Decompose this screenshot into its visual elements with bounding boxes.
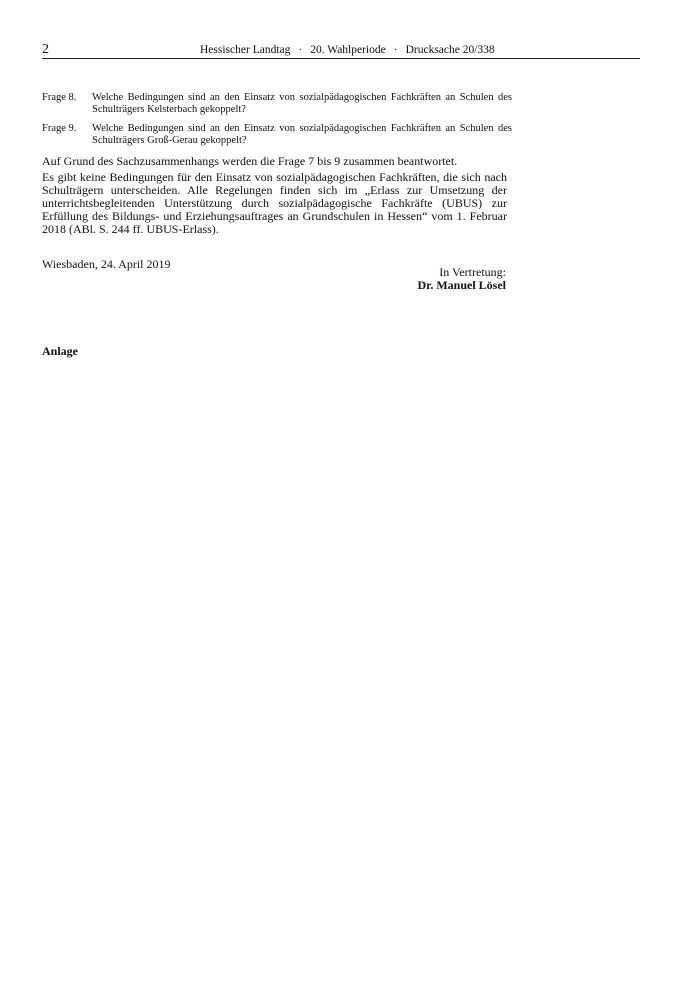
question-9 [42, 123, 512, 147]
header-separator: · [393, 44, 398, 56]
document-number: Drucksache 20/338 [405, 44, 495, 56]
page-number: 2 [42, 42, 49, 57]
answer-intro: Auf Grund des Sachzusammenhangs werden die Frage 7 bis 9 zusammen beantwortet. [42, 154, 458, 168]
signature-role: In Vertretung: [439, 265, 506, 279]
question-label: Frage 8. [42, 92, 77, 103]
legislative-period: 20. Wahlperiode [310, 44, 386, 56]
running-head [200, 42, 495, 58]
header-separator: · [298, 44, 303, 56]
question-text: Welche Bedingungen sind an den Einsatz von sozialpädagogischen Fachkräften an Schulen des Schulträgers Kelsterbach gekoppelt? [92, 92, 512, 115]
signature-name: Dr. Manuel Lösel [417, 278, 506, 292]
question-8 [42, 92, 512, 116]
signature-block [330, 266, 506, 292]
parliament-name: Hessischer Landtag [200, 44, 291, 56]
attachment-label: Anlage [42, 344, 78, 358]
page-header [42, 38, 640, 59]
answer-body: Es gibt keine Bedingungen für den Einsatz von sozialpädagogischen Fachkräften, die sich nach Schulträgern unterscheiden. Alle Regelungen finden sich im „Erlass zur Umsetzung der unterrichtsbegleitenden Unterstützung durch sozialpädagogische Fachkräfte (UBUS) zur Erfüllung des Bildungs- und Erziehungsauftrages an Grundschulen in Hessen“ vom 1. Februar 2018 (ABl. S. 244 ff. UBUS-Erlass). [42, 170, 507, 236]
question-label: Frage 9. [42, 123, 77, 134]
question-text: Welche Bedingungen sind an den Einsatz von sozialpädagogischen Fachkräften an Schulen des Schulträgers Groß-Gerau gekoppelt? [92, 123, 512, 146]
place-date: Wiesbaden, 24. April 2019 [42, 257, 171, 271]
